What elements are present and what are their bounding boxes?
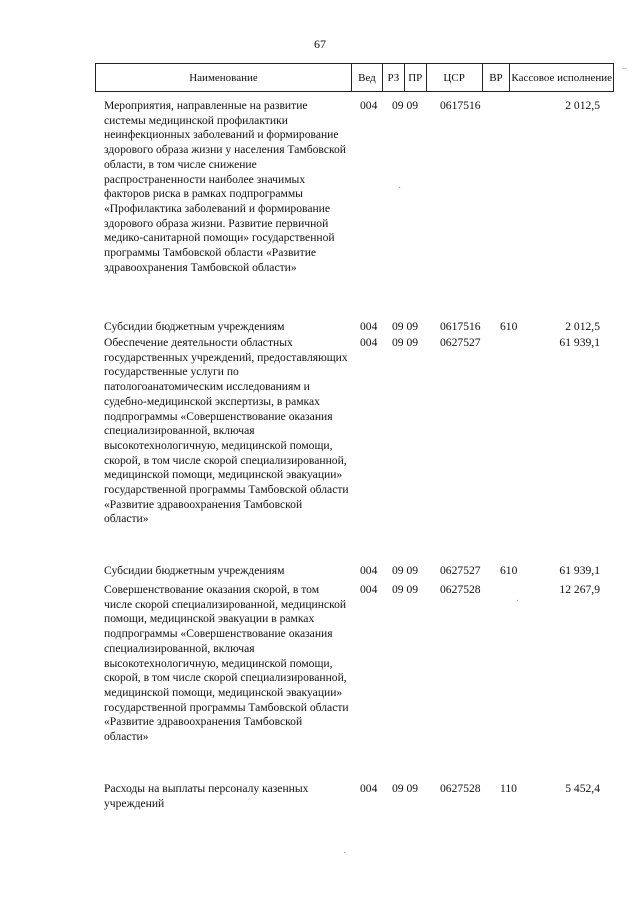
row-csr: 0627528 — [440, 782, 481, 795]
row-rzpr: 09 09 — [392, 320, 419, 333]
scan-speck: – — [622, 63, 627, 74]
header-csr: ЦСР — [427, 64, 483, 91]
table-row — [0, 320, 640, 336]
row-name: Расходы на выплаты персоналу казенных учреждений — [104, 782, 309, 810]
header-ved: Вед — [352, 64, 383, 91]
scan-speck: · — [398, 183, 402, 194]
row-vr: 610 — [500, 320, 518, 333]
row-ved: 004 — [360, 99, 378, 112]
table-row — [0, 583, 640, 782]
row-name: Обеспечение деятельности областных государственных учреждений, предоставляющих государственные услуги по патологоанатомическим исследованиям и судебно-медицинской экспертизы, в рамках подпрограммы «Совершенствование оказания специализированной, включая высокотехнологичную, медицинской помощи, скорой, в том числе скорой специализированной, медицинской помощи, медицинской эвакуации» государственной программы Тамбовской области «Развитие здравоохранения Тамбовской области» — [104, 336, 349, 526]
row-ved: 004 — [360, 564, 378, 577]
scan-speck: · — [343, 848, 347, 859]
scan-speck: · — [516, 596, 520, 607]
header-name: Наименование — [96, 64, 352, 91]
row-csr: 0627527 — [440, 564, 481, 577]
row-sum: 61 939,1 — [559, 564, 600, 577]
row-rzpr: 09 09 — [392, 583, 419, 596]
table-body — [0, 99, 640, 814]
row-sum: 5 452,4 — [565, 782, 600, 795]
table-row — [0, 564, 640, 583]
table-header — [95, 63, 614, 92]
row-sum: 12 267,9 — [559, 583, 600, 596]
row-ved: 004 — [360, 583, 378, 596]
row-ved: 004 — [360, 782, 378, 795]
header-vr: ВР — [483, 64, 511, 91]
row-csr: 0627528 — [440, 583, 481, 596]
row-name: Субсидии бюджетным учреждениям — [104, 564, 285, 577]
page-number: 67 — [314, 37, 326, 51]
row-name: Совершенствование оказания скорой, в том числе скорой специализированной, медицинской помощи, медицинской эвакуации в рамках подпрограммы «Совершенствование оказания специализированной, включая высокотехнологичную, медицинской помощи, скорой, в том числе скорой специализированной, медицинской помощи, медицинской эвакуации» государственной программы Тамбовской области «Развитие здравоохранения Тамбовской области» — [104, 583, 349, 744]
row-name: Субсидии бюджетным учреждениям — [104, 320, 285, 333]
row-sum: 2 012,5 — [565, 99, 600, 112]
row-ved: 004 — [360, 336, 378, 349]
row-ved: 004 — [360, 320, 378, 333]
header-pr: ПР — [405, 64, 427, 91]
table-row — [0, 99, 640, 320]
table-row — [0, 782, 640, 814]
row-name: Мероприятия, направленные на развитие системы медицинской профилактики неинфекционных заболеваний и формирование здорового образа жизни у населения Тамбовской области, в том числе снижение распространенности наиболее значимых факторов риска в рамках подпрограммы «Профилактика заболеваний и формирование здорового образа жизни. Развитие первичной медико-санитарной помощи» государственной программы Тамбовской области «Развитие здравоохранения Тамбовской области» — [104, 99, 346, 274]
table-row — [0, 336, 640, 564]
row-sum: 2 012,5 — [565, 320, 600, 333]
row-sum: 61 939,1 — [559, 336, 600, 349]
row-rzpr: 09 09 — [392, 564, 419, 577]
row-vr: 110 — [500, 782, 517, 795]
row-rzpr: 09 09 — [392, 99, 419, 112]
header-kassovoe: Кассовое исполнение — [511, 71, 613, 84]
row-rzpr: 09 09 — [392, 336, 419, 349]
header-rz: РЗ — [383, 64, 405, 91]
row-vr: 610 — [500, 564, 518, 577]
row-rzpr: 09 09 — [392, 782, 419, 795]
row-csr: 0617516 — [440, 99, 481, 112]
row-csr: 0617516 — [440, 320, 481, 333]
row-csr: 0627527 — [440, 336, 481, 349]
